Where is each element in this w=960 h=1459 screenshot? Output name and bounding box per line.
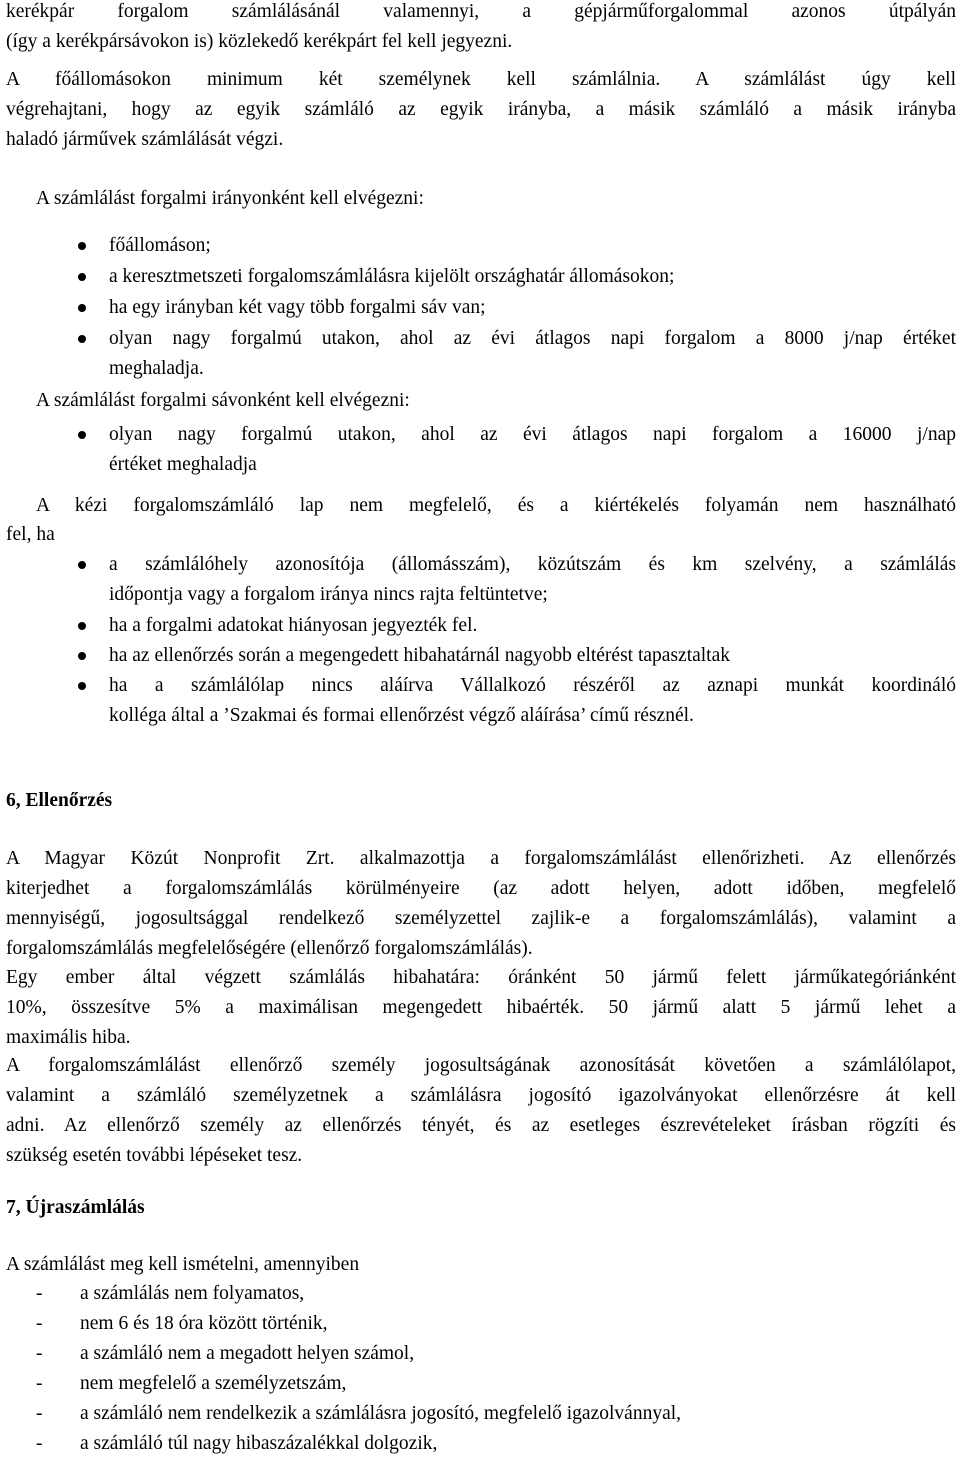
text-line: forgalomszámlálás megfelelőségére (ellenőrző forgalomszámlálás). [6,938,533,959]
list-item-text: a keresztmetszeti forgalomszámlálásra kijelölt országhatár állomásokon; [109,266,675,287]
text-line: végrehajtani, hogy az egyik számláló az egyik irányba, a másik számláló a másik irányba [6,99,956,120]
list-item-text: a számlálás nem folyamatos, [80,1283,305,1304]
list-item-text: nem 6 és 18 óra között történik, [80,1313,328,1334]
dash-marker: - [36,1343,43,1364]
paragraph-manual-sheet-cont [6,520,956,550]
list-item [0,1309,960,1339]
bullet-icon [78,304,86,312]
list-item [0,293,960,323]
bullet-icon [78,431,86,439]
bullet-icon [78,242,86,250]
text-line: szükség esetén további lépéseket tesz. [6,1145,303,1166]
section-heading-control: 6, Ellenőrzés [6,790,113,811]
text-line: Egy ember által végzett számlálás hibahatára: óránként 50 jármű felett járműkategóriánként [6,967,956,988]
paragraph-manual-sheet [36,491,956,521]
text-line: kiterjedhet a forgalomszámlálás körülményeire (az adott helyen, adott időben, megfelelő [6,878,956,899]
list-item-text: ha a forgalmi adatokat hiányosan jegyezték fel. [109,615,478,636]
list-item [0,1429,960,1459]
bullet-icon [78,273,86,281]
list-item [0,420,960,480]
text-line: valamint a számláló személyzetnek a számlálásra jogosító igazolványokat ellenőrzésre át kell [6,1085,956,1106]
list-item [0,324,960,384]
list-item [0,1279,960,1309]
text-line: A Magyar Közút Nonprofit Zrt. alkalmazottja a forgalomszámlálást ellenőrizheti. Az ellenőrzés [6,848,956,869]
text-line: maximális hiba. [6,1027,131,1048]
text-line: adni. Az ellenőrző személy az ellenőrzés tényét, és az esetleges észrevételeket írásban rögzíti és [6,1115,956,1136]
list-item-text: ha egy irányban két vagy több forgalmi sáv van; [109,297,486,318]
text-line: A főállomásokon minimum két személynek kell számlálnia. A számlálást úgy kell [6,69,956,90]
bullet-icon [78,622,86,630]
text-line: A forgalomszámlálást ellenőrző személy jogosultságának azonosítását követően a számlálólapot, [6,1055,956,1076]
list-item-text: nem megfelelő a személyzetszám, [80,1373,347,1394]
direction-intro: A számlálást forgalmi irányonként kell elvégezni: [36,188,424,209]
paragraph-control-intro [6,844,956,964]
bullet-icon [78,652,86,660]
list-item-text: ha a számlálólap nincs aláírva Vállalkozó részéről az aznapi munkát koordináló [109,675,956,696]
list-item [0,611,960,641]
text-line: fel, ha [6,524,55,545]
manual-list [0,550,960,731]
paragraph-error-margin [6,963,956,1053]
list-item-text: értéket meghaladja [109,454,257,475]
bullet-icon [78,682,86,690]
list-item [0,550,960,610]
list-item-text: a számláló nem rendelkezik a számlálásra jogosító, megfelelő igazolvánnyal, [80,1403,682,1424]
section-heading-recount: 7, Újraszámlálás [6,1197,145,1218]
list-item [0,1399,960,1429]
list-item-text: a számláló túl nagy hibaszázalékkal dolgozik, [80,1433,438,1454]
bullet-icon [78,561,86,569]
lane-intro: A számlálást forgalmi sávonként kell elvégezni: [36,390,410,411]
dash-marker: - [36,1403,43,1424]
list-item-text: ha az ellenőrzés során a megengedett hibahatárnál nagyobb eltérést tapasztaltak [109,645,731,666]
text-line: 10%, összesítve 5% a maximálisan megengedett hibaérték. 50 jármű alatt 5 jármű lehet a [6,997,956,1018]
dash-marker: - [36,1433,43,1454]
dash-marker: - [36,1283,43,1304]
list-item [0,671,960,731]
list-item [0,641,960,671]
text-line: kerékpár forgalom számlálásánál valamennyi, a gépjárműforgalommal azonos útpályán [6,1,956,22]
list-item-text: olyan nagy forgalmú utakon, ahol az évi átlagos napi forgalom a 8000 j/nap értéket [109,328,956,349]
direction-list [0,231,960,384]
dash-marker: - [36,1373,43,1394]
text-line: mennyiségű, jogosultsággal rendelkező személyzettel zajlik-e a forgalomszámlálás), valamint a [6,908,956,929]
paragraph-controller-duties [6,1051,956,1171]
paragraph-main-stations [6,65,956,155]
list-item-text: a számlálóhely azonosítója (állomásszám), közútszám és km szelvény, a számlálás [109,554,956,575]
paragraph-bicycle-counting [6,0,956,57]
list-item-text: a számláló nem a megadott helyen számol, [80,1343,415,1364]
text-line: A kézi forgalomszámláló lap nem megfelelő, és a kiértékelés folyamán nem használható [36,495,956,516]
list-item-text: főállomáson; [109,235,211,256]
list-item [0,231,960,261]
list-item [0,1369,960,1399]
text-line: haladó járművek számlálását végzi. [6,129,284,150]
text-line: (így a kerékpársávokon is) közlekedő kerékpárt fel kell jegyezni. [6,31,513,52]
bullet-icon [78,335,86,343]
list-item-text: olyan nagy forgalmú utakon, ahol az évi átlagos napi forgalom a 16000 j/nap [109,424,956,445]
list-item [0,1339,960,1369]
list-item-text: időpontja vagy a forgalom iránya nincs rajta feltüntetve; [109,584,548,605]
lane-list [0,420,960,480]
list-item-text: kolléga által a ’Szakmai és formai ellenőrzést végző aláírása’ című résznél. [109,705,694,726]
recount-list [0,1279,960,1459]
dash-marker: - [36,1313,43,1334]
list-item-text: meghaladja. [109,358,204,379]
recount-intro: A számlálást meg kell ismételni, amennyiben [6,1254,360,1275]
list-item [0,262,960,292]
